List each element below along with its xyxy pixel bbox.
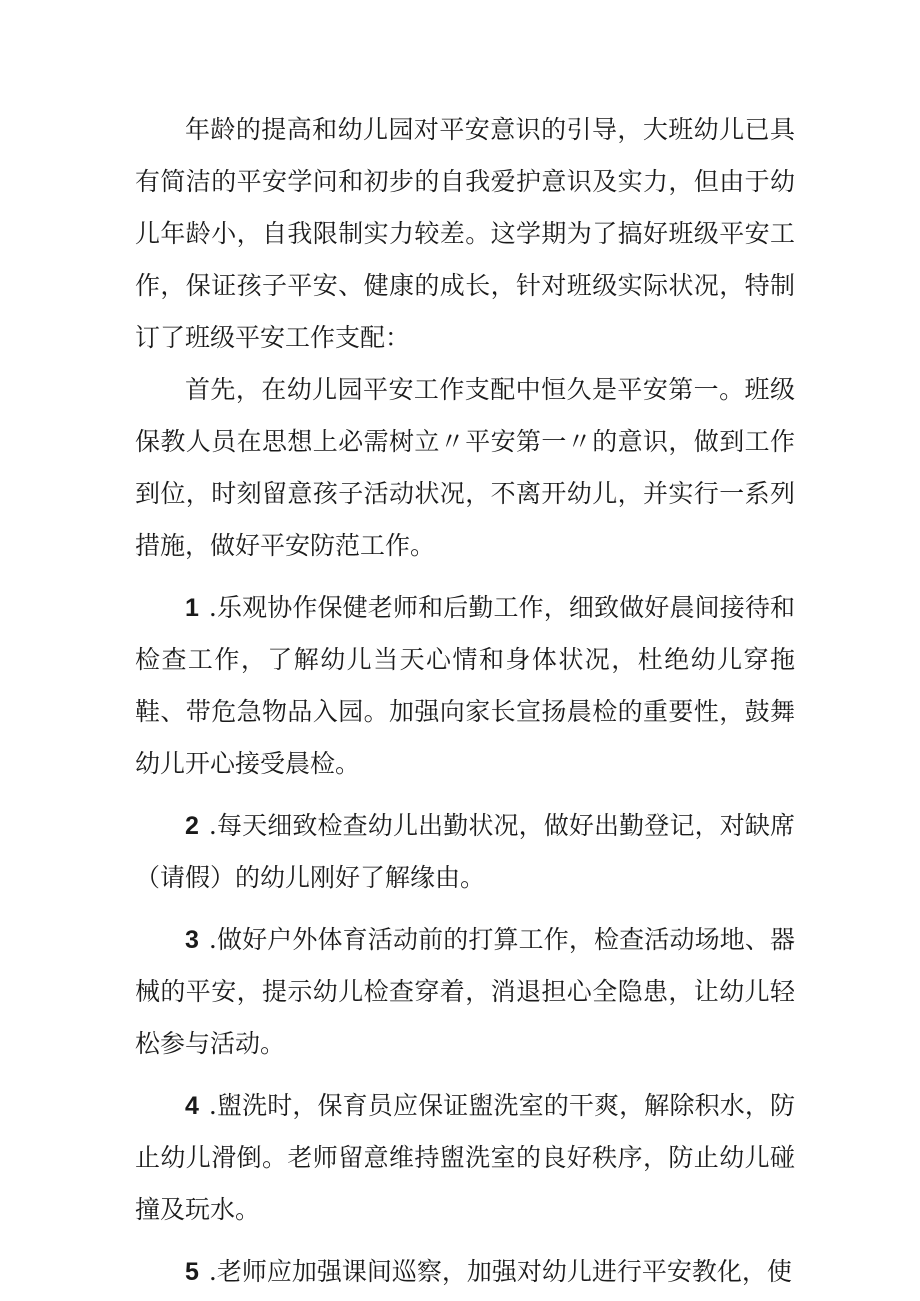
- item-text: .做好户外体育活动前的打算工作，检查活动场地、器械的平安，提示幼儿检查穿着，消退担心全隐患，让幼儿轻松参与活动。: [135, 925, 795, 1058]
- item-text: .乐观协作保健老师和后勤工作，细致做好晨间接待和检查工作，了解幼儿当天心情和身体状况，杜绝幼儿穿拖鞋、带危急物品入园。加强向家长宣扬晨检的重要性，鼓舞幼儿开心接受晨检。: [135, 593, 795, 778]
- paragraph-safety-first: 首先，在幼儿园平安工作支配中恒久是平安第一。班级保教人员在思想上必需树立〃平安第一〃的意识，做到工作到位，时刻留意孩子活动状况，不离开幼儿，并实行一系列措施，做好平安防范工作。: [135, 375, 795, 560]
- item-number: 3: [185, 926, 199, 954]
- list-item-1: [135, 582, 795, 790]
- item-number: 1: [185, 594, 199, 622]
- paragraph-intro: 年龄的提高和幼儿园对平安意识的引导，大班幼儿已具有简洁的平安学问和初步的自我爱护意识及实力，但由于幼儿年龄小，自我限制实力较差。这学期为了搞好班级平安工作，保证孩子平安、健康的成长，针对班级实际状况，特制订了班级平安工作支配：: [135, 115, 795, 352]
- item-number: 4: [185, 1092, 199, 1120]
- item-number: 5: [185, 1258, 199, 1286]
- list-item-2: [135, 800, 795, 904]
- list-item-4: [135, 1080, 795, 1236]
- item-text: .每天细致检查幼儿出勤状况，做好出勤登记，对缺席（请假）的幼儿刚好了解缘由。: [135, 811, 795, 892]
- document-body: [135, 104, 795, 1298]
- list-item-5: [135, 1246, 795, 1298]
- item-text: .老师应加强课间巡察，加强对幼儿进行平安教化，使: [208, 1257, 792, 1286]
- item-text: .盥洗时，保育员应保证盥洗室的干爽，解除积水，防止幼儿滑倒。老师留意维持盥洗室的良好秩序，防止幼儿碰撞及玩水。: [135, 1091, 795, 1224]
- item-number: 2: [185, 812, 199, 840]
- list-item-3: [135, 914, 795, 1070]
